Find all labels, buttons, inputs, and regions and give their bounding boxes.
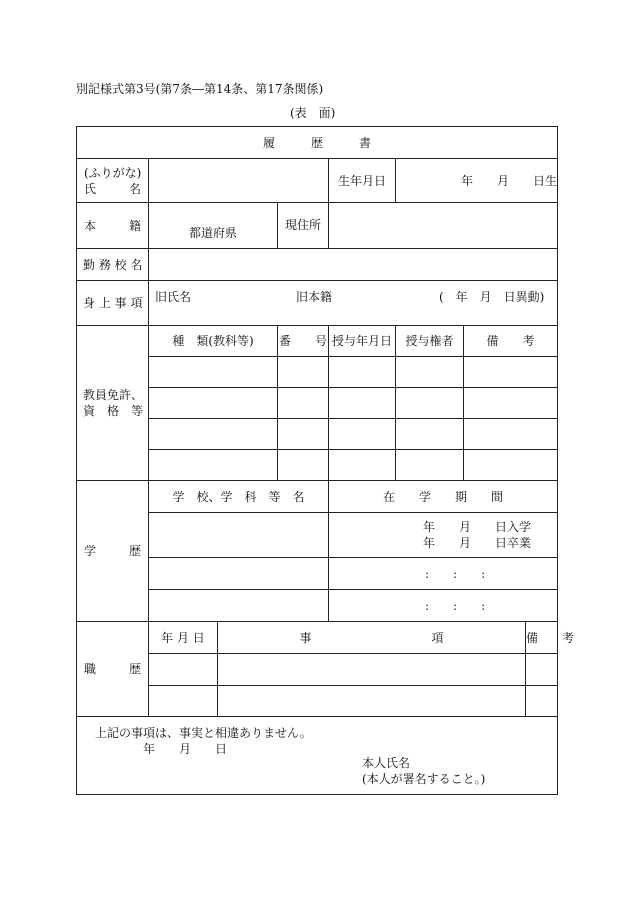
domicile-char: 籍 <box>128 218 141 233</box>
license-header-type: 種 類(教科等) <box>149 325 278 356</box>
career-header-remarks: 備 考 <box>526 622 558 654</box>
license-date-cell[interactable] <box>329 387 396 418</box>
license-date-cell[interactable] <box>329 356 396 387</box>
prefecture-label: 都道府県 <box>188 226 237 241</box>
license-row <box>77 449 558 480</box>
declaration-date: 年 月 日 <box>143 741 228 756</box>
career-char: 歴 <box>128 661 141 676</box>
license-header-remarks: 備 考 <box>464 325 558 356</box>
name-label <box>77 181 148 197</box>
education-school-cell[interactable] <box>149 513 329 558</box>
education-header-row <box>77 480 558 512</box>
side-label: (表 面) <box>290 106 336 120</box>
change-date-label: ( 年 月 日異動) <box>439 290 545 305</box>
license-grantor-cell[interactable] <box>396 449 464 480</box>
domicile-row <box>77 203 558 249</box>
address-input[interactable] <box>329 203 558 249</box>
education-period-cell[interactable] <box>329 513 558 558</box>
career-item-cell[interactable] <box>218 685 526 716</box>
career-header-date: 年 月 日 <box>149 622 218 654</box>
resume-form <box>76 126 575 795</box>
declaration-cell <box>77 716 558 794</box>
license-header-number: 番 号 <box>278 325 329 356</box>
license-type-cell[interactable] <box>149 418 278 449</box>
license-remarks-cell[interactable] <box>464 387 558 418</box>
license-type-cell[interactable] <box>149 449 278 480</box>
license-date-cell[interactable] <box>329 449 396 480</box>
title-row <box>77 127 558 159</box>
school-row <box>77 249 558 281</box>
education-row <box>77 590 558 622</box>
career-char: 職 <box>84 661 97 676</box>
license-number-cell[interactable] <box>278 387 329 418</box>
license-number-cell[interactable] <box>278 418 329 449</box>
education-header-period: 在 学 期 間 <box>329 480 558 512</box>
license-row <box>77 418 558 449</box>
career-header-item: 事 項 <box>218 622 526 654</box>
license-header-row <box>77 325 558 356</box>
license-header-grantor: 授与権者 <box>396 325 464 356</box>
education-char: 学 <box>84 544 97 559</box>
education-period-cell[interactable] <box>329 558 558 590</box>
furigana-label: (ふりがな) <box>84 165 142 180</box>
domicile-char: 本 <box>84 218 97 233</box>
school-input[interactable] <box>149 249 558 281</box>
domicile-label-cell <box>77 203 149 249</box>
license-label-line: 資 格 等 <box>83 403 144 418</box>
time-marks: : : : <box>425 566 486 581</box>
name-input[interactable] <box>149 159 329 203</box>
education-row <box>77 558 558 590</box>
license-grantor-cell[interactable] <box>396 387 464 418</box>
name-char: 名 <box>128 181 141 196</box>
signer-label: 本人氏名 <box>362 755 411 770</box>
career-remarks-cell[interactable] <box>526 654 558 685</box>
license-row <box>77 387 558 418</box>
birth-date-label: 生年月日 <box>329 159 396 203</box>
name-label-cell <box>77 159 149 203</box>
license-type-cell[interactable] <box>149 356 278 387</box>
address-label: 現住所 <box>278 203 329 249</box>
status-input[interactable] <box>149 281 558 325</box>
declaration-row <box>77 716 558 794</box>
enroll-date-label: 年 月 日入学 <box>423 520 532 535</box>
license-date-cell[interactable] <box>329 418 396 449</box>
status-row <box>77 281 558 325</box>
education-label-cell <box>77 480 149 621</box>
education-school-cell[interactable] <box>149 558 329 590</box>
education-char: 歴 <box>128 544 141 559</box>
license-label-cell <box>77 325 149 480</box>
license-row <box>77 356 558 387</box>
license-grantor-cell[interactable] <box>396 356 464 387</box>
education-row <box>77 513 558 558</box>
name-row <box>77 159 558 203</box>
name-char: 氏 <box>84 181 97 196</box>
form-number: 別記様式第3号(第7条―第14条、第17条関係) <box>76 82 324 96</box>
license-remarks-cell[interactable] <box>464 356 558 387</box>
education-period-cell[interactable] <box>329 590 558 622</box>
career-item-cell[interactable] <box>218 654 526 685</box>
former-domicile-label: 旧本籍 <box>296 290 333 305</box>
license-grantor-cell[interactable] <box>396 418 464 449</box>
time-marks: : : : <box>425 598 486 613</box>
license-number-cell[interactable] <box>278 356 329 387</box>
career-header-row <box>77 622 558 654</box>
education-header-school: 学 校、学 科 等 名 <box>149 480 329 512</box>
former-name-label: 旧氏名 <box>155 290 192 305</box>
license-header-grant-date: 授与年月日 <box>329 325 396 356</box>
career-label-cell <box>77 622 149 716</box>
license-type-cell[interactable] <box>149 387 278 418</box>
form-title: 履 歴 書 <box>77 127 558 159</box>
domicile-input[interactable] <box>149 203 278 249</box>
school-label: 勤 務 校 名 <box>77 249 149 281</box>
career-date-cell[interactable] <box>149 685 218 716</box>
declaration-statement: 上記の事項は、事実と相違ありません。 <box>95 725 312 740</box>
license-remarks-cell[interactable] <box>464 449 558 480</box>
birth-date-input[interactable]: 年 月 日生 <box>396 159 558 203</box>
career-row <box>77 654 558 685</box>
license-number-cell[interactable] <box>278 449 329 480</box>
career-row <box>77 685 558 716</box>
license-remarks-cell[interactable] <box>464 418 558 449</box>
license-label-line: 教員免許、 <box>83 387 144 402</box>
status-label: 身 上 事 項 <box>77 281 149 325</box>
education-school-cell[interactable] <box>149 590 329 622</box>
graduate-date-label: 年 月 日卒業 <box>423 536 532 551</box>
signer-note: (本人が署名すること。) <box>362 771 486 786</box>
career-date-cell[interactable] <box>149 654 218 685</box>
career-remarks-cell[interactable] <box>526 685 558 716</box>
